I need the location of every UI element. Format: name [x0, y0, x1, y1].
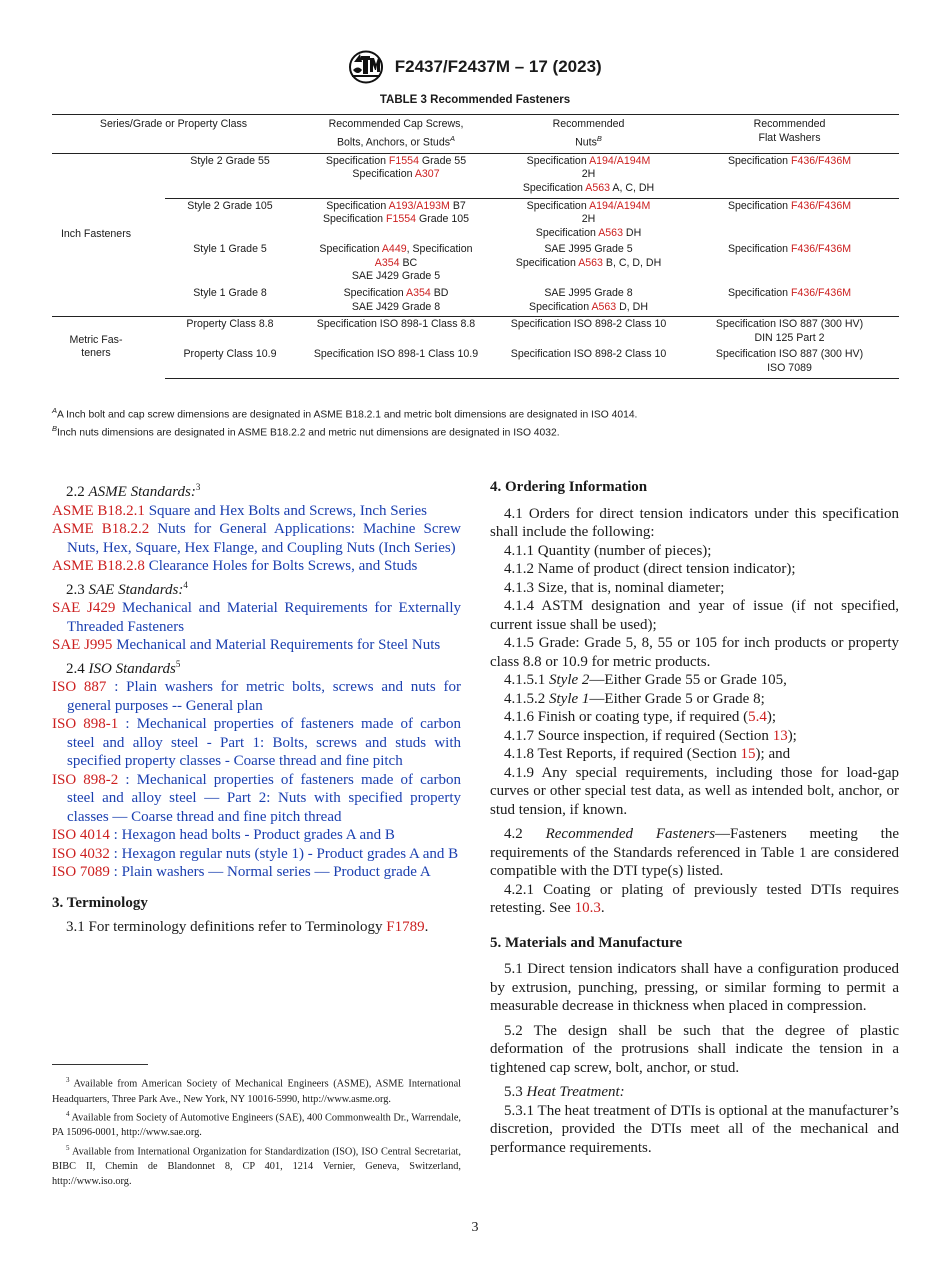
section-5-2: 5.2 The design shall be such that the degree of plastic deformation of the protrusions shall indicate the tension in a tightened cap screw, bolt, anchor, or stud. [490, 1022, 899, 1076]
bolts-cell: Specification ISO 898-1 Class 10.9 [295, 347, 497, 378]
bolts-cell: Specification F1554 Grade 55 Specification A307 [325, 154, 467, 181]
grade-cell: Property Class 8.8 [165, 317, 295, 348]
nuts-cell: Specification ISO 898-2 Class 10 [497, 317, 680, 348]
table-row [52, 317, 899, 348]
table-note-b: $^B$Inch nuts dimensions are designated in ASME B18.2.2 and metric nut dimensions are designated in ISO 4032. [52, 423, 560, 439]
grade-cell: Style 1 Grade 5 [193, 243, 267, 256]
header-bolts: Recommended Cap Screws, Bolts, Anchors, or Studs$^A$ [295, 115, 497, 154]
footnote-4: $^4$ Available from Society of Automotive Engineers (SAE), 400 Commonwealth Dr., Warrendale, PA 15096-0001, http://www.sae.org. [52, 1109, 461, 1139]
header-series: Series/Grade or Property Class [52, 115, 295, 154]
section-5-1: 5.1 Direct tension indicators shall have a configuration produced by extrusion, punching, pressing, or similar forming to permit a measurable decrease in thickness when placed in compression. [490, 961, 899, 1014]
section-4-heading: 4. Ordering Information [490, 479, 648, 495]
nuts-cell: SAE J995 Grade 8 Specification A563 D, DH [529, 287, 648, 313]
ref-code-link[interactable]: SAE J995 [52, 637, 113, 653]
table-row [52, 347, 899, 378]
ref-code-link[interactable]: SAE J429 [52, 600, 116, 616]
terminology-link[interactable]: F1789 [386, 919, 425, 935]
nuts-cell: Specification A194/A194M 2H Specification A563 A, C, DH [522, 154, 655, 194]
spec-link[interactable]: F436/F436M [790, 287, 852, 300]
table-header-row [52, 115, 899, 154]
spec-link[interactable]: A563 [598, 226, 623, 239]
bolts-cell: Specification A354 BD SAE J429 Grade 8 [343, 287, 449, 313]
spec-link[interactable]: F1554 [388, 154, 419, 167]
ref-code-link[interactable]: ASME B18.2.2 [52, 521, 150, 537]
section-2-3: 2.3 SAE Standards:$^4$ [66, 579, 188, 598]
bolts-cell: Specification A449, Specification A354 BC SAE J429 Grade 5 [319, 243, 473, 283]
section-4-1-5-1: 4.1.5.1 Style 2—Either Grade 55 or Grade 105, [504, 672, 787, 688]
section-5-heading: 5. Materials and Manufacture [490, 934, 683, 951]
ref-title-link[interactable]: : Mechanical properties of fasteners made of carbon steel and alloy steel - Part 1: Bolts, screws and studs with specified property classes - Coarse thread and fine pitch [67, 716, 461, 769]
spec-link[interactable]: A563 [591, 300, 617, 313]
footnote-divider [52, 1064, 148, 1065]
ref-code-link[interactable]: ISO 4032 [52, 845, 110, 862]
ref-code-link[interactable]: ISO 4014 [52, 827, 110, 843]
footnote-5: $^5$ Available from International Organization for Standardization (ISO), ISO Central Secretariat, BIBC II, Chemin de Blandonnet 8, CP 401, 1214 Vernier, Geneva, Switzerland, http://www.iso.org. [52, 1143, 461, 1188]
ref-asme-b18-2-8 [52, 557, 461, 576]
header-nuts: Recommended Nuts$^B$ [497, 115, 680, 154]
spec-link[interactable]: A194/A194M [589, 199, 651, 212]
washers-cell: Specification ISO 887 (300 HV) DIN 125 Part 2 [680, 317, 899, 348]
bolts-cell: Specification ISO 898-1 Class 8.8 [295, 317, 497, 348]
table-row [52, 153, 899, 198]
ref-title-link[interactable]: : Plain washers for metric bolts, screws and nuts for general purposes -- General plan [67, 679, 461, 714]
header-washers: Recommended Flat Washers [680, 115, 899, 154]
section-4-1-3: 4.1.3 Size, that is, nominal diameter; [504, 579, 725, 596]
ref-code-link[interactable]: ISO 898-1 [52, 716, 119, 732]
spec-link[interactable]: F436/F436M [790, 199, 852, 212]
ref-title-link[interactable]: : Hexagon head bolts - Product grades A and B [109, 827, 395, 843]
washers-cell: Specification ISO 887 (300 HV) ISO 7089 [680, 347, 899, 378]
ref-title-link[interactable]: Mechanical and Material Requirements for Externally Threaded Fasteners [67, 600, 461, 635]
ref-sae-j995 [52, 636, 461, 655]
section-4-1-5-2: 4.1.5.2 Style 1—Either Grade 5 or Grade 8; [504, 690, 765, 707]
ref-title-link[interactable]: Clearance Holes for Bolts Screws, and Studs [144, 558, 418, 574]
spec-link[interactable]: A194/A194M [589, 154, 651, 167]
grade-cell: Style 2 Grade 105 [165, 198, 295, 242]
section-2-4: 2.4 ISO Standards$^5$ [66, 658, 181, 677]
recommended-fasteners-table [52, 114, 899, 379]
left-column [52, 478, 461, 937]
grade-cell: Property Class 10.9 [165, 347, 295, 378]
spec-link[interactable]: F436/F436M [790, 154, 852, 167]
nuts-cell: Specification ISO 898-2 Class 10 [497, 347, 680, 378]
section-4-1-5: 4.1.5 Grade: Grade 5, 8, 55 or 105 for inch products or property class 8.8 or 10.9 for metric products. [490, 635, 899, 670]
section-4-2-1: 4.2.1 Coating or plating of previously tested DTIs requires retesting. See 10.3. [490, 881, 899, 916]
table-row [52, 286, 899, 317]
ref-title-link[interactable]: : Hexagon regular nuts (style 1) - Product grades A and B [109, 845, 459, 862]
spec-link[interactable]: F1554 [385, 213, 417, 226]
astm-logo-icon [348, 50, 384, 84]
spec-link[interactable]: A354 [406, 287, 431, 300]
ref-title-link[interactable]: Nuts for General Applications: Machine Screw Nuts, Hex, Square, Hex Flange, and Coupling Nuts (Inch Series) [67, 521, 461, 556]
section-4-1-2: 4.1.2 Name of product (direct tension indicator); [504, 561, 796, 577]
section-4-1-1: 4.1.1 Quantity (number of pieces); [504, 542, 712, 559]
washers-cell: Specification F436/F436M [727, 154, 852, 167]
section-4-1-9: 4.1.9 Any special requirements, including those for load-gap curves or other special test data, as well as intended bolt, anchor, or stud tension, if known. [490, 764, 899, 818]
grade-cell: Style 1 Grade 8 [193, 287, 267, 300]
spec-link[interactable]: A449 [381, 243, 407, 256]
spec-link[interactable]: A354 [374, 256, 400, 269]
ref-code-link[interactable]: ISO 7089 [52, 864, 110, 880]
ref-title-link[interactable]: Mechanical and Material Requirements for Steel Nuts [112, 637, 441, 653]
right-column [490, 478, 899, 1157]
nuts-cell: SAE J995 Grade 5 Specification A563 B, C, D, DH [515, 243, 662, 269]
table-row [52, 242, 899, 286]
section-3-1: 3.1 For terminology definitions refer to Terminology F1789. [66, 919, 429, 935]
washers-cell: Specification F436/F436M [727, 287, 852, 300]
ref-code-link[interactable]: ISO 887 [52, 679, 107, 695]
washers-cell: Specification F436/F436M [680, 198, 899, 242]
ref-iso-898-1 [52, 715, 461, 771]
ref-sae-j429 [52, 599, 461, 636]
grade-cell: Style 2 Grade 55 [190, 154, 270, 167]
section-4-1: 4.1 Orders for direct tension indicators under this specification shall include the following: [490, 505, 899, 540]
section-4-2: 4.2 Recommended Fasteners—Fasteners meeting the requirements of the Standards referenced in Table 1 are considered compatible with the DTI type(s) listed. [490, 826, 900, 879]
section-link[interactable]: 10.3 [574, 900, 601, 916]
footnotes [52, 1073, 461, 1190]
bolts-cell: Specification A193/A193M B7 Specification F1554 Grade 105 [295, 198, 497, 242]
section-link[interactable]: 5.4 [748, 709, 767, 725]
page-header [0, 50, 950, 84]
section-4-1-4: 4.1.4 ASTM designation and year of issue (if not specified, current issue shall be used); [490, 598, 899, 633]
table-note-a: $^A$A Inch bolt and cap screw dimensions are designated in ASME B18.2.1 and metric bolt dimensions are designated in ISO 4014. [52, 406, 638, 421]
spec-link[interactable]: A563 [585, 181, 611, 194]
ref-code-link[interactable]: ISO 898-2 [52, 771, 119, 788]
section-link[interactable]: 15 [740, 746, 756, 762]
ref-iso-4014 [52, 826, 461, 845]
spec-link[interactable]: A193/A193M [388, 199, 450, 212]
ref-title-link[interactable]: : Mechanical properties of fasteners made of carbon steel and alloy steel — Part 2: Nuts with specified property classes — Coarse thread and fine pitch thread [67, 771, 461, 825]
ref-iso-7089 [52, 863, 461, 882]
document-designation: F2437/F2437M – 17 (2023) [394, 57, 602, 76]
ref-asme-b18-2-2 [52, 520, 461, 557]
table-notes [52, 404, 912, 440]
ref-iso-898-2 [52, 771, 461, 827]
nuts-cell: Specification A194/A194M 2H Specification A563 DH [497, 198, 680, 242]
section-link[interactable]: 13 [772, 727, 788, 744]
footnote-3: $^3$ Available from American Society of Mechanical Engineers (ASME), ASME International Headquarters, Three Park Ave., New York, NY 10016-5990, http://www.asme.org. [52, 1076, 461, 1105]
group-metric: Metric Fas- teners [52, 317, 165, 378]
section-4-1-7: 4.1.7 Source inspection, if required (Section 13); [504, 727, 797, 744]
section-2-2: 2.2 ASME Standards:$^3$ [66, 482, 201, 500]
section-4-1-8: 4.1.8 Test Reports, if required (Section 15); and [504, 746, 791, 762]
group-inch: Inch Fasteners [60, 227, 132, 240]
section-5-3-1: 5.3.1 The heat treatment of DTIs is optional at the manufacturer’s discretion, provided the DTIs meet all of the mechanical and performance requirements. [490, 1102, 899, 1156]
washers-cell: Specification F436/F436M [727, 243, 852, 256]
ref-title-link[interactable]: Square and Hex Bolts and Screws, Inch Series [144, 502, 427, 519]
section-4-1-6: 4.1.6 Finish or coating type, if required (5.4); [504, 709, 777, 725]
ref-iso-887 [52, 678, 461, 715]
ref-iso-4032 [52, 845, 461, 864]
table-title: TABLE 3 Recommended Fasteners [379, 94, 571, 106]
spec-link[interactable]: F436/F436M [790, 243, 852, 256]
page-number: 3 [471, 1220, 479, 1235]
spec-link[interactable]: A307 [414, 168, 440, 181]
spec-link[interactable]: A563 [578, 256, 603, 269]
ref-asme-b18-2-1 [52, 502, 461, 521]
section-3-heading: 3. Terminology [52, 894, 148, 911]
ref-code-link[interactable]: ASME B18.2.1 [52, 502, 145, 519]
table-row [52, 198, 899, 242]
ref-title-link[interactable]: : Plain washers — Normal series — Product grade A [109, 864, 431, 880]
section-5-3: 5.3 Heat Treatment: [504, 1084, 625, 1100]
ref-code-link[interactable]: ASME B18.2.8 [52, 558, 145, 574]
